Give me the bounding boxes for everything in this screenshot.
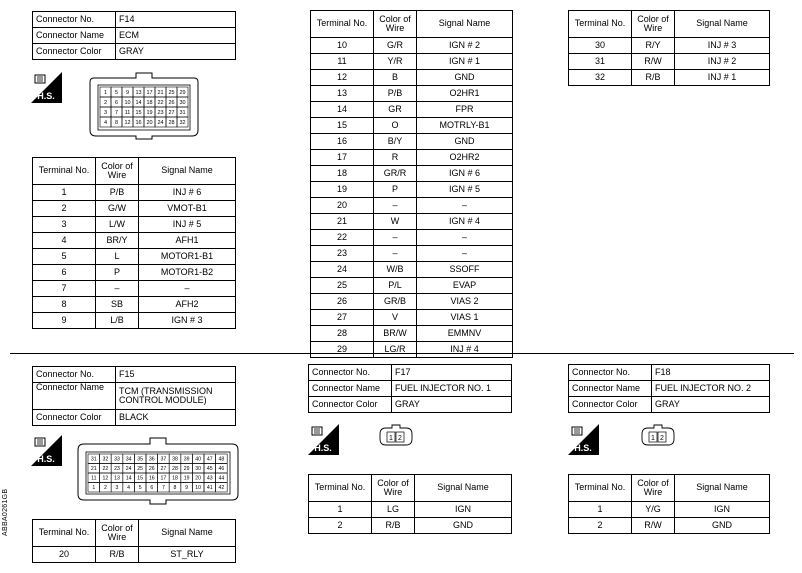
connector-name-label: Connector Name — [33, 383, 116, 410]
pin-label: 24 — [125, 466, 132, 473]
signal-name-cell: EMMNV — [417, 326, 513, 342]
pin-label: 13 — [114, 475, 120, 482]
table-row — [309, 518, 512, 534]
signal-name-cell: IGN # 4 — [417, 214, 513, 230]
pin-label: 33 — [114, 456, 120, 463]
table-row — [311, 214, 513, 230]
terminal-no-header: Terminal No. — [311, 11, 374, 38]
terminal-no-cell: 26 — [311, 294, 374, 310]
table-row — [33, 217, 236, 233]
terminal-no-header: Terminal No. — [309, 475, 372, 502]
terminal-no-cell: 20 — [311, 198, 374, 214]
terminal-no-cell: 12 — [311, 70, 374, 86]
table-row — [311, 262, 513, 278]
terminal-no-cell: 27 — [311, 310, 374, 326]
pin-label: 15 — [137, 475, 144, 482]
hs-icon — [31, 72, 62, 103]
pin-label: 1 — [389, 435, 393, 442]
f14-table-b — [310, 10, 513, 358]
pin-label: 36 — [148, 456, 155, 463]
pin-label: 45 — [206, 466, 213, 473]
wire-color-cell: L/B — [96, 313, 139, 329]
wire-color-cell: P/B — [374, 86, 417, 102]
signal-name-header: Signal Name — [417, 11, 513, 38]
connector-color-label: Connector Color — [33, 44, 116, 60]
wire-color-cell: P/L — [374, 278, 417, 294]
pin-label: 14 — [125, 475, 132, 482]
signal-name-cell: GND — [417, 134, 513, 150]
wire-color-cell: L/W — [96, 217, 139, 233]
table-row — [311, 326, 513, 342]
pin-label: 4 — [103, 119, 108, 126]
table-row — [311, 54, 513, 70]
table-row — [33, 201, 236, 217]
pin-label: 7 — [114, 109, 119, 116]
signal-name-cell: VIAS 2 — [417, 294, 513, 310]
signal-name-cell: VIAS 1 — [417, 310, 513, 326]
table-row — [311, 38, 513, 54]
table-row — [311, 134, 513, 150]
pin-label: 2 — [660, 435, 664, 442]
wire-color-cell: R/B — [372, 518, 415, 534]
f17-table — [308, 474, 512, 534]
wire-color-cell: L — [96, 249, 139, 265]
section-divider — [10, 353, 794, 354]
pin-label: 17 — [160, 475, 167, 482]
pin-label: 48 — [218, 456, 225, 463]
f18-connector-diagram — [640, 424, 676, 448]
hs-label: H.S. — [37, 91, 55, 101]
f14-table-a — [32, 157, 236, 329]
connector-no-label: Connector No. — [569, 365, 652, 381]
table-row — [311, 102, 513, 118]
signal-name-cell: INJ # 6 — [139, 185, 236, 201]
table-row — [569, 38, 770, 54]
terminal-no-cell: 11 — [311, 54, 374, 70]
terminal-no-cell: 2 — [309, 518, 372, 534]
table-row — [311, 70, 513, 86]
pin-label: 31 — [90, 456, 97, 463]
wire-color-cell: G/R — [374, 38, 417, 54]
pin-label: 27 — [168, 109, 175, 116]
pin-label: 21 — [157, 89, 164, 96]
pin-label: 16 — [135, 119, 142, 126]
signal-name-cell: IGN — [675, 502, 770, 518]
pin-label: 30 — [179, 99, 186, 106]
table-row — [311, 246, 513, 262]
pin-label: 44 — [218, 475, 225, 482]
hs-icon — [308, 424, 339, 455]
wire-color-cell: P — [96, 265, 139, 281]
terminal-no-cell: 18 — [311, 166, 374, 182]
pin-label: 24 — [157, 119, 164, 126]
pin-label: 10 — [124, 99, 131, 106]
pin-label: 10 — [195, 485, 202, 492]
table-row — [311, 278, 513, 294]
pin-label: 22 — [157, 99, 164, 106]
pin-label: 19 — [146, 109, 153, 116]
table-row — [311, 86, 513, 102]
connector-name-label: Connector Name — [33, 28, 116, 44]
terminal-no-cell: 4 — [33, 233, 96, 249]
pin-label: 9 — [185, 485, 189, 492]
terminal-no-cell: 21 — [311, 214, 374, 230]
f15-connector-info — [32, 366, 236, 426]
signal-name-header: Signal Name — [675, 11, 770, 38]
pin-label: 9 — [125, 89, 130, 96]
color-of-wire-header: Color of Wire — [96, 158, 139, 185]
pin-label: 6 — [114, 99, 119, 106]
wire-color-cell: W/B — [374, 262, 417, 278]
terminal-no-cell: 9 — [33, 313, 96, 329]
connector-color-label: Connector Color — [309, 397, 392, 413]
table-row — [33, 233, 236, 249]
pin-label: 15 — [135, 109, 142, 116]
wire-color-cell: O — [374, 118, 417, 134]
pin-label: 38 — [172, 456, 178, 463]
pin-label: 30 — [195, 466, 202, 473]
table-row — [569, 54, 770, 70]
pin-label: 13 — [135, 89, 142, 96]
pin-label: 5 — [138, 485, 142, 492]
connector-no-value: F15 — [116, 367, 236, 383]
pin-label: 18 — [146, 99, 153, 106]
table-row — [311, 182, 513, 198]
pin-label: 3 — [115, 485, 119, 492]
pin-label: 43 — [206, 475, 213, 482]
wire-color-cell: P — [374, 182, 417, 198]
table-row — [311, 198, 513, 214]
signal-name-cell: IGN # 6 — [417, 166, 513, 182]
signal-name-cell: INJ # 4 — [417, 342, 513, 358]
connector-color-value: GRAY — [116, 44, 236, 60]
pin-label: 7 — [161, 485, 165, 492]
terminal-no-header: Terminal No. — [569, 475, 632, 502]
wire-color-cell: R/W — [632, 518, 675, 534]
color-of-wire-header: Color of Wire — [372, 475, 415, 502]
wire-color-cell: LG — [372, 502, 415, 518]
signal-name-cell: EVAP — [417, 278, 513, 294]
wire-color-cell: B — [374, 70, 417, 86]
wire-color-cell: R — [374, 150, 417, 166]
signal-name-cell: VMOT-B1 — [139, 201, 236, 217]
signal-name-cell: MOTRLY-B1 — [417, 118, 513, 134]
signal-name-cell: IGN — [415, 502, 512, 518]
table-row — [33, 185, 236, 201]
table-row — [311, 310, 513, 326]
signal-name-cell: INJ # 3 — [675, 38, 770, 54]
table-row — [33, 265, 236, 281]
pin-label: 39 — [183, 456, 190, 463]
wire-color-cell: V — [374, 310, 417, 326]
table-row — [311, 118, 513, 134]
pin-label: 40 — [195, 456, 202, 463]
f17-connector-diagram — [378, 424, 414, 448]
signal-name-cell: – — [417, 246, 513, 262]
wire-color-cell: Y/R — [374, 54, 417, 70]
terminal-no-cell: 24 — [311, 262, 374, 278]
terminal-no-header: Terminal No. — [569, 11, 632, 38]
wire-color-cell: W — [374, 214, 417, 230]
terminal-no-cell: 22 — [311, 230, 374, 246]
connector-name-label: Connector Name — [569, 381, 652, 397]
pin-label: 23 — [157, 109, 164, 116]
wire-color-cell: R/W — [632, 54, 675, 70]
signal-name-cell: – — [139, 281, 236, 297]
connector-name-label: Connector Name — [309, 381, 392, 397]
f18-table — [568, 474, 770, 534]
signal-name-cell: SSOFF — [417, 262, 513, 278]
pin-label: 23 — [114, 466, 120, 473]
pin-label: 29 — [179, 89, 186, 96]
connector-name-value: TCM (TRANSMISSION CONTROL MODULE) — [116, 383, 236, 410]
terminal-no-cell: 1 — [309, 502, 372, 518]
terminal-no-cell: 29 — [311, 342, 374, 358]
terminal-no-cell: 13 — [311, 86, 374, 102]
connector-color-value: GRAY — [652, 397, 770, 413]
pin-label: 27 — [160, 466, 167, 473]
signal-name-cell: INJ # 2 — [675, 54, 770, 70]
terminal-no-cell: 8 — [33, 297, 96, 313]
signal-name-cell: O2HR1 — [417, 86, 513, 102]
terminal-no-cell: 2 — [33, 201, 96, 217]
hs-icon — [568, 424, 599, 455]
terminal-no-cell: 25 — [311, 278, 374, 294]
hs-label: H.S. — [37, 454, 55, 464]
pin-label: 1 — [651, 435, 655, 442]
wire-color-cell: G/W — [96, 201, 139, 217]
signal-name-cell: MOTOR1-B1 — [139, 249, 236, 265]
table-row — [569, 502, 770, 518]
signal-name-cell: FPR — [417, 102, 513, 118]
hs-icon — [31, 435, 62, 466]
terminal-no-cell: 7 — [33, 281, 96, 297]
pin-label: 14 — [135, 99, 142, 106]
wire-color-cell: SB — [96, 297, 139, 313]
hs-label: H.S. — [574, 443, 592, 453]
signal-name-cell: GND — [675, 518, 770, 534]
pin-label: 28 — [168, 119, 175, 126]
signal-name-cell: – — [417, 198, 513, 214]
terminal-no-cell: 31 — [569, 54, 632, 70]
pin-label: 8 — [173, 485, 177, 492]
f15-connector-diagram — [76, 434, 240, 506]
signal-name-cell: AFH1 — [139, 233, 236, 249]
pin-label: 22 — [102, 466, 109, 473]
signal-name-cell: – — [417, 230, 513, 246]
terminal-no-cell: 1 — [33, 185, 96, 201]
terminal-no-cell: 1 — [569, 502, 632, 518]
color-of-wire-header: Color of Wire — [632, 475, 675, 502]
terminal-no-header: Terminal No. — [33, 158, 96, 185]
pin-label: 2 — [103, 99, 108, 106]
f14-table-c — [568, 10, 770, 86]
pin-label: 35 — [137, 456, 144, 463]
table-row — [33, 249, 236, 265]
pin-label: 2 — [398, 435, 402, 442]
terminal-no-cell: 14 — [311, 102, 374, 118]
terminal-no-cell: 5 — [33, 249, 96, 265]
terminal-no-cell: 32 — [569, 70, 632, 86]
table-row — [33, 281, 236, 297]
pin-label: 6 — [150, 485, 154, 492]
table-row — [569, 70, 770, 86]
connector-color-value: BLACK — [116, 410, 236, 426]
wire-color-cell: R/B — [96, 547, 139, 563]
pin-label: 8 — [114, 119, 119, 126]
signal-name-cell: ST_RLY — [139, 547, 236, 563]
connector-color-value: GRAY — [392, 397, 512, 413]
wire-color-cell: – — [374, 246, 417, 262]
pin-label: 28 — [172, 466, 178, 473]
pin-label: 3 — [103, 109, 108, 116]
table-row — [311, 294, 513, 310]
f14-connector-info — [32, 11, 236, 60]
wire-color-cell: Y/G — [632, 502, 675, 518]
pin-label: 26 — [148, 466, 155, 473]
pin-label: 42 — [218, 485, 225, 492]
signal-name-cell: GND — [415, 518, 512, 534]
wire-color-cell: R/B — [632, 70, 675, 86]
pin-label: 21 — [90, 466, 97, 473]
connector-color-label: Connector Color — [33, 410, 116, 426]
connector-no-value: F17 — [392, 365, 512, 381]
signal-name-cell: IGN # 1 — [417, 54, 513, 70]
connector-name-value: ECM — [116, 28, 236, 44]
pin-label: 19 — [183, 475, 190, 482]
signal-name-header: Signal Name — [675, 475, 770, 502]
wire-color-cell: – — [96, 281, 139, 297]
pin-label: 41 — [206, 485, 213, 492]
wire-color-cell: – — [374, 198, 417, 214]
pin-label: 4 — [127, 485, 131, 492]
connector-color-label: Connector Color — [569, 397, 652, 413]
terminal-no-cell: 3 — [33, 217, 96, 233]
pin-label: 20 — [195, 475, 202, 482]
table-row — [33, 547, 236, 563]
signal-name-cell: INJ # 1 — [675, 70, 770, 86]
terminal-no-cell: 2 — [569, 518, 632, 534]
wire-color-cell: P/B — [96, 185, 139, 201]
pin-label: 25 — [137, 466, 144, 473]
pin-label: 31 — [179, 109, 186, 116]
pin-label: 29 — [183, 466, 190, 473]
signal-name-cell: O2HR2 — [417, 150, 513, 166]
f17-connector-info — [308, 364, 512, 413]
pin-label: 47 — [206, 456, 213, 463]
connector-no-label: Connector No. — [33, 367, 116, 383]
pin-label: 17 — [146, 89, 153, 96]
wire-color-cell: GR — [374, 102, 417, 118]
pin-label: 32 — [179, 119, 186, 126]
terminal-no-cell: 17 — [311, 150, 374, 166]
wire-color-cell: LG/R — [374, 342, 417, 358]
connector-no-value: F18 — [652, 365, 770, 381]
wire-color-cell: BR/Y — [96, 233, 139, 249]
pin-label: 12 — [102, 475, 109, 482]
pin-label: 11 — [91, 475, 97, 482]
wire-color-cell: B/Y — [374, 134, 417, 150]
hs-label: H.S. — [314, 443, 332, 453]
signal-name-header: Signal Name — [139, 158, 236, 185]
pin-label: 34 — [125, 456, 132, 463]
table-row — [311, 150, 513, 166]
f15-table — [32, 519, 236, 563]
terminal-no-cell: 28 — [311, 326, 374, 342]
signal-name-cell: IGN # 3 — [139, 313, 236, 329]
terminal-no-cell: 30 — [569, 38, 632, 54]
terminal-no-cell: 23 — [311, 246, 374, 262]
terminal-no-cell: 19 — [311, 182, 374, 198]
terminal-no-cell: 6 — [33, 265, 96, 281]
table-row — [33, 313, 236, 329]
wire-color-cell: GR/R — [374, 166, 417, 182]
table-row — [311, 342, 513, 358]
pin-label: 2 — [103, 485, 107, 492]
pin-label: 11 — [124, 109, 131, 116]
terminal-no-cell: 15 — [311, 118, 374, 134]
table-row — [569, 518, 770, 534]
table-row — [33, 297, 236, 313]
pin-label: 16 — [148, 475, 155, 482]
pin-label: 18 — [172, 475, 178, 482]
pin-label: 20 — [146, 119, 153, 126]
color-of-wire-header: Color of Wire — [374, 11, 417, 38]
table-row — [311, 230, 513, 246]
terminal-no-header: Terminal No. — [33, 520, 96, 547]
connector-no-label: Connector No. — [309, 365, 392, 381]
connector-no-label: Connector No. — [33, 12, 116, 28]
wire-color-cell: R/Y — [632, 38, 675, 54]
figure-reference-label: ABBA0261GB — [2, 488, 9, 536]
signal-name-cell: GND — [417, 70, 513, 86]
signal-name-header: Signal Name — [415, 475, 512, 502]
connector-no-value: F14 — [116, 12, 236, 28]
signal-name-cell: MOTOR1-B2 — [139, 265, 236, 281]
connector-name-value: FUEL INJECTOR NO. 1 — [392, 381, 512, 397]
wire-color-cell: – — [374, 230, 417, 246]
pin-label: 1 — [103, 89, 108, 96]
wire-color-cell: GR/B — [374, 294, 417, 310]
table-row — [309, 502, 512, 518]
pin-label: 26 — [168, 99, 175, 106]
pin-label: 32 — [102, 456, 109, 463]
color-of-wire-header: Color of Wire — [96, 520, 139, 547]
wire-color-cell: BR/W — [374, 326, 417, 342]
pin-label: 5 — [114, 89, 119, 96]
pin-label: 37 — [160, 456, 167, 463]
table-row — [311, 166, 513, 182]
pin-label: 1 — [92, 485, 96, 492]
f14-connector-diagram — [88, 70, 200, 140]
signal-name-header: Signal Name — [139, 520, 236, 547]
signal-name-cell: INJ # 5 — [139, 217, 236, 233]
connector-name-value: FUEL INJECTOR NO. 2 — [652, 381, 770, 397]
pin-label: 25 — [168, 89, 175, 96]
signal-name-cell: IGN # 5 — [417, 182, 513, 198]
terminal-no-cell: 10 — [311, 38, 374, 54]
terminal-no-cell: 16 — [311, 134, 374, 150]
terminal-no-cell: 20 — [33, 547, 96, 563]
f18-connector-info — [568, 364, 770, 413]
signal-name-cell: IGN # 2 — [417, 38, 513, 54]
signal-name-cell: AFH2 — [139, 297, 236, 313]
pin-label: 46 — [218, 466, 225, 473]
color-of-wire-header: Color of Wire — [632, 11, 675, 38]
pin-label: 12 — [124, 119, 131, 126]
